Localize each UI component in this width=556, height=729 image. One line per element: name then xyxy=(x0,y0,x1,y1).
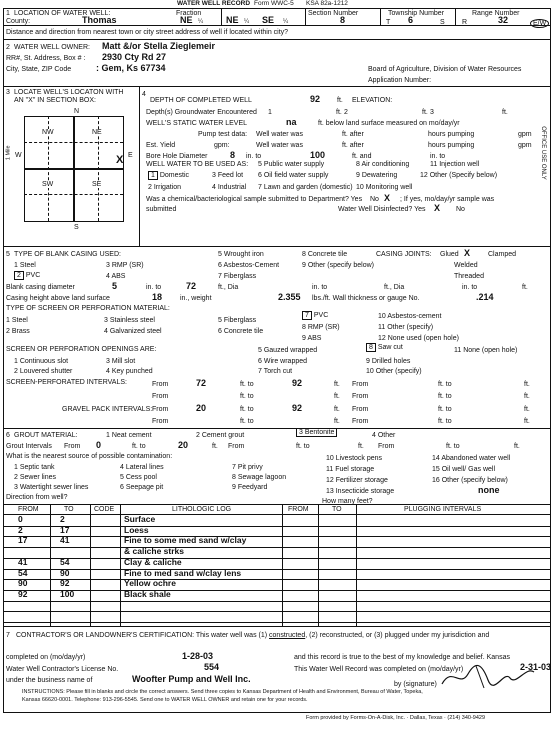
ft-unit: ft. xyxy=(524,406,530,413)
log-cell-desc: Fine to med sand w/clay lens xyxy=(124,567,242,578)
screen-option: 3 Stainless steel xyxy=(104,317,155,324)
section-label: Section Number xyxy=(308,10,359,17)
screen-intervals-label: SCREEN-PERFORATED INTERVALS: xyxy=(6,379,127,386)
log-cell-from: 0 xyxy=(18,514,23,524)
locate-label-2: AN "X" IN SECTION BOX: xyxy=(14,97,96,104)
ew-circle: E/W xyxy=(530,19,549,28)
use-option: 10 Monitoring well xyxy=(356,184,413,191)
contam-option: 9 Feedyard xyxy=(232,484,268,491)
record-date: 2-31-03 xyxy=(520,662,552,672)
opening-option: 9 Drilled holes xyxy=(366,358,411,365)
bore-to-value: 100 xyxy=(310,150,326,160)
footer-credit: Form provided by Forms-On-A-Disk, Inc. · Dallas, Texas · (214) 340-9429 xyxy=(306,715,486,721)
blank-casing-to: 72 xyxy=(186,281,197,291)
screen-option: 12 None used (open hole) xyxy=(378,335,459,342)
from-label: From xyxy=(64,443,81,450)
log-header-from2: FROM xyxy=(288,506,309,513)
distance-label: Distance and direction from nearest town or city street address of well if located within city? xyxy=(6,29,289,36)
opening-option: 2 Louvered shutter xyxy=(14,368,73,375)
direction-label: Direction from well? xyxy=(6,494,68,501)
owner-label: WATER WELL OWNER: xyxy=(14,44,90,51)
chem-x: X xyxy=(384,193,391,203)
pump-test-label: Pump test data: xyxy=(198,131,248,138)
form-number: Form WWC-5 xyxy=(254,0,294,7)
log-row-divider xyxy=(4,526,550,527)
completed-label: completed on (mo/day/yr) xyxy=(6,654,86,661)
range-label: Range Number xyxy=(472,10,520,17)
cert-text-2: , (2) reconstructed, or (3) plugged under my jurisdiction and xyxy=(305,632,490,639)
log-cell-to: 2 xyxy=(60,514,65,524)
casing-label: TYPE OF BLANK CASING USED: xyxy=(14,251,121,258)
range-value: 32 xyxy=(498,15,509,25)
from-label: From xyxy=(152,406,169,413)
log-header-lithology: LITHOLOGIC LOG xyxy=(172,506,232,513)
grout-from: 0 xyxy=(96,440,102,450)
ft-unit: ft. xyxy=(334,393,340,400)
opening-option: 7 Torch cut xyxy=(258,368,293,375)
contam-option: 13 Insecticide storage xyxy=(326,488,395,495)
gravel-from: 20 xyxy=(196,403,207,413)
casing-selected: 2 xyxy=(14,271,24,280)
opening-option: 10 Other (specify) xyxy=(366,368,422,375)
log-row-divider xyxy=(4,601,550,602)
casing-option: 3 RMP (SR) xyxy=(106,262,144,269)
cert-constructed: constructed xyxy=(269,632,306,639)
from-label: From xyxy=(152,381,169,388)
log-cell-to: 17 xyxy=(60,524,70,535)
in-to: in. to xyxy=(246,153,262,160)
contam-option: 6 Seepage pit xyxy=(120,484,164,491)
contamination-label: What is the nearest source of possible contamination: xyxy=(6,453,173,460)
contamination-value: none xyxy=(478,485,500,495)
wall-label: lbs./ft. Wall thickness or gauge No. xyxy=(312,295,420,302)
instructions-1: INSTRUCTIONS: Please fill in blanks and circle the correct answers. Send three copies to Kansas Department of Health and Environment, Bureau of Water, Topeka, xyxy=(22,689,423,695)
from-label: From xyxy=(228,443,245,450)
log-cell-to: 92 xyxy=(60,578,70,589)
township-value: 6 xyxy=(408,15,414,25)
license-label: Water Well Contractor's License No. xyxy=(6,666,119,673)
no-label: No xyxy=(370,196,379,203)
cert-text: CONTRACTOR'S OR LANDOWNER'S CERTIFICATION: This water well was (1) xyxy=(16,632,268,639)
quarter-mark: ¼ xyxy=(198,19,204,25)
no-label: No xyxy=(456,206,465,213)
use-option: 7 Lawn and garden (domestic) xyxy=(258,184,353,191)
contam-option: 4 Lateral lines xyxy=(120,464,164,471)
log-header-from: FROM xyxy=(18,506,39,513)
log-cell-from: 17 xyxy=(18,535,28,546)
casing-option: 5 Wrought iron xyxy=(218,251,264,258)
log-header-plugging: PLUGGING INTERVALS xyxy=(404,506,482,513)
s4-num: 4 xyxy=(142,91,146,98)
welded-label: Welded xyxy=(454,262,478,269)
log-cell-from: 54 xyxy=(18,567,28,578)
log-row-divider xyxy=(4,579,550,580)
from-label: From xyxy=(352,381,369,388)
instructions-2: Kansas 66620-0001. Telephone: 913-296-5545. Send one to WATER WELL OWNER and retain one for your records. xyxy=(22,697,308,703)
feet-label: How many feet? xyxy=(322,498,373,505)
from-label: From xyxy=(378,443,395,450)
ft-to: ft. to xyxy=(438,406,452,413)
well-water-label: Well water was xyxy=(256,131,303,138)
ft-to: ft. to xyxy=(240,406,254,413)
log-cell-to: 41 xyxy=(60,535,70,546)
use-option: 6 Oil field water supply xyxy=(258,172,329,179)
ft-unit: ft. xyxy=(502,109,508,116)
screen-option: 2 Brass xyxy=(6,328,30,335)
form-title: WATER WELL RECORD xyxy=(177,0,251,7)
log-row-divider xyxy=(4,622,550,623)
hours-label: hours pumping xyxy=(428,142,475,149)
business-value: Woofter Pump and Well Inc. xyxy=(132,674,251,684)
west-label: W xyxy=(15,152,22,159)
in-to: in. to xyxy=(146,284,162,291)
ft-after: ft. after xyxy=(342,142,364,149)
opening-option: 4 Key punched xyxy=(106,368,153,375)
weight-label: in., weight xyxy=(180,295,212,302)
board-label: Board of Agriculture, Division of Water Resources xyxy=(368,66,522,73)
ne-quarter: NE xyxy=(92,129,102,136)
fraction-2: NE xyxy=(226,15,239,25)
threaded-label: Threaded xyxy=(454,273,484,280)
se-quarter: SE xyxy=(92,181,102,188)
s3-num: 3 xyxy=(6,89,10,96)
license-value: 554 xyxy=(204,662,220,672)
log-cell-desc: & caliche strks xyxy=(124,546,185,557)
glued-label: Glued xyxy=(440,251,459,258)
casing-option: 8 Concrete tile xyxy=(302,251,348,258)
screen-selected: 7 xyxy=(302,311,312,320)
screen-option: 6 Concrete tile xyxy=(218,328,264,335)
opening-option: 5 Gauzed wrapped xyxy=(258,347,318,354)
ft-unit: ft. xyxy=(422,109,428,116)
city-label: City, State, ZIP Code xyxy=(6,66,72,73)
ft-to: ft. to xyxy=(240,418,254,425)
casing-option: 6 Asbestos-Cement xyxy=(218,262,280,269)
opening-option: 3 Mill slot xyxy=(106,358,136,365)
contam-option: 1 Septic tank xyxy=(14,464,55,471)
fraction-1: NE xyxy=(180,15,193,25)
log-cell-desc: Loess xyxy=(124,524,149,535)
wall-value: .214 xyxy=(476,292,494,302)
fraction-3: SE xyxy=(262,15,275,25)
contam-option: 8 Sewage lagoon xyxy=(232,474,287,481)
well-location-mark: X xyxy=(116,154,124,166)
log-cell-to: 90 xyxy=(60,567,70,578)
fraction-label: Fraction xyxy=(176,10,202,17)
contam-option: 7 Pit privy xyxy=(232,464,263,471)
ft-unit: ft. xyxy=(524,418,530,425)
contam-option: 11 Fuel storage xyxy=(326,466,375,473)
s6-num: 6 xyxy=(6,432,10,439)
quarter-mark: ¼ xyxy=(283,19,289,25)
casing-joints-label: CASING JOINTS: xyxy=(376,251,432,258)
from-label: From xyxy=(352,418,369,425)
nw-quarter: NW xyxy=(42,129,54,136)
casing-option: PVC xyxy=(25,272,41,279)
s1-label: LOCATION OF WATER WELL: xyxy=(14,10,111,17)
contam-option: 15 Oil well/ Gas well xyxy=(432,466,496,473)
log-header-to2: TO xyxy=(332,506,342,513)
from-label: From xyxy=(152,418,169,425)
grout-label: GROUT MATERIAL: xyxy=(14,432,78,439)
disinfected-label: Water Well Disinfected? Yes xyxy=(338,206,426,213)
use-option: Domestic xyxy=(159,172,190,179)
screen-option: 5 Fiberglass xyxy=(218,317,257,324)
south-label: S xyxy=(74,224,79,231)
well-water-label: Well water was xyxy=(256,142,303,149)
screen-option: 8 RMP (SR) xyxy=(302,324,340,331)
ft-unit: ft. xyxy=(334,418,340,425)
use-option: 11 Injection well xyxy=(430,161,480,168)
gravel-to: 92 xyxy=(292,403,303,413)
casing-option: 9 Other (specify below) xyxy=(302,262,374,269)
static-value: na xyxy=(286,117,297,127)
screen-from: 72 xyxy=(196,378,207,388)
use-label: WELL WATER TO BE USED AS: xyxy=(146,161,249,168)
log-row-divider xyxy=(4,611,550,612)
grout-option: 2 Cement grout xyxy=(196,432,245,439)
from-label: From xyxy=(152,393,169,400)
depth-label: DEPTH OF COMPLETED WELL xyxy=(150,97,252,104)
county-value: Thomas xyxy=(82,15,117,25)
screen-option: 1 Steel xyxy=(6,317,28,324)
ft-unit: ft. xyxy=(212,443,218,450)
ft-unit: ft. xyxy=(337,97,343,104)
log-cell-from: 2 xyxy=(18,524,23,535)
use-option: 9 Dewatering xyxy=(356,172,398,179)
ft-to: ft. to xyxy=(240,393,254,400)
log-row-divider xyxy=(4,547,550,548)
static-label: WELL'S STATIC WATER LEVEL xyxy=(146,120,248,127)
submitted-label: submitted xyxy=(146,206,177,213)
record-label: This Water Well Record was completed on (mo/day/yr) xyxy=(294,666,464,673)
log-cell-desc: Clay & caliche xyxy=(124,556,182,567)
gpm-label: gpm xyxy=(518,142,532,149)
log-header-to: TO xyxy=(64,506,74,513)
use-option: 2 Irrigation xyxy=(148,184,182,191)
hours-label: hours pumping xyxy=(428,131,475,138)
log-header-code: CODE xyxy=(94,506,115,513)
quarter-mark: ¼ xyxy=(244,19,250,25)
log-cell-from: 92 xyxy=(18,588,28,599)
from-label: From xyxy=(352,406,369,413)
completed-value: 1-28-03 xyxy=(182,651,214,661)
casing-height: 18 xyxy=(152,292,163,302)
contam-option: 12 Fertilizer storage xyxy=(326,477,388,484)
address-value: 2930 Cty Rd 27 xyxy=(102,52,167,62)
opening-option: 1 Continuous slot xyxy=(14,358,69,365)
screen-option: 4 Galvanized steel xyxy=(104,328,162,335)
casing-height-label: Casing height above land surface xyxy=(6,295,110,302)
contam-option: 2 Sewer lines xyxy=(14,474,57,481)
business-label: under the business name of xyxy=(6,677,93,684)
ft-to: ft. to xyxy=(438,418,452,425)
chem-label: Was a chemical/bacteriological sample submitted to Department? Yes xyxy=(146,196,363,203)
ft-to: ft. to xyxy=(438,381,452,388)
ft-and: ft. and xyxy=(352,153,372,160)
gw-2: 2 xyxy=(344,109,348,116)
use-option: 5 Public water supply xyxy=(258,161,325,168)
groundwater-label: Depth(s) Groundwater Encountered xyxy=(146,109,257,116)
ifyes-label: ; If yes, mo/day/yr sample was xyxy=(400,196,495,203)
sw-quarter: SW xyxy=(42,181,54,188)
ft-unit: ft. xyxy=(524,381,530,388)
use-option-selected: 1 xyxy=(148,171,158,180)
east-label: E xyxy=(128,152,133,159)
s5-num: 5 xyxy=(6,251,10,258)
opening-option: 6 Wire wrapped xyxy=(258,358,308,365)
opening-option: Saw cut xyxy=(377,344,403,351)
log-cell-desc: Black shale xyxy=(124,588,171,599)
office-use-label: OFFICE USE ONLY xyxy=(539,126,546,180)
ft-to: ft. to xyxy=(132,443,146,450)
screen-option: 10 Asbestos-cement xyxy=(378,313,442,320)
log-cell-to: 54 xyxy=(60,556,70,567)
log-row-divider xyxy=(4,590,550,591)
use-option: 12 Other (Specify below) xyxy=(420,172,498,179)
grout-option: 4 Other xyxy=(372,432,396,439)
ft-unit: ft. xyxy=(334,381,340,388)
yield-label: Est. Yield xyxy=(146,142,176,149)
ft-unit: ft. xyxy=(336,109,342,116)
bore-value: 8 xyxy=(230,150,236,160)
contam-option: 5 Cess pool xyxy=(120,474,157,481)
casing-option: 1 Steel xyxy=(14,262,36,269)
ft-dia: ft., Dia xyxy=(218,284,239,291)
opening-selected: 8 xyxy=(366,343,376,352)
use-option: 8 Air conditioning xyxy=(356,161,410,168)
gpm-label: gpm: xyxy=(214,142,230,149)
section-value: 8 xyxy=(340,15,346,25)
township-suffix: S xyxy=(440,19,445,26)
elevation-label: ELEVATION: xyxy=(352,97,393,104)
contam-option: 16 Other (specify below) xyxy=(432,477,508,484)
ft-after: ft. after xyxy=(342,131,364,138)
s7-num: 7 xyxy=(6,632,10,639)
static-tail: ft. below land surface measured on mo/day/yr xyxy=(318,120,460,127)
log-cell-to: 100 xyxy=(60,588,75,599)
gw-3: 3 xyxy=(430,109,434,116)
ft-to: ft. to xyxy=(296,443,310,450)
ft-unit: ft. xyxy=(358,443,364,450)
ksa-ref: KSA 82a-1212 xyxy=(306,0,348,7)
in-to: in. to xyxy=(312,284,328,291)
blank-casing-dia: 5 xyxy=(112,281,118,291)
locate-label-1: LOCATE WELL'S LOCATON WITH xyxy=(14,89,124,96)
county-label: County: xyxy=(6,18,31,25)
gw-1: 1 xyxy=(268,109,272,116)
north-label: N xyxy=(74,108,80,115)
mile-label: 1 Mile xyxy=(5,145,12,161)
log-cell-from: 41 xyxy=(18,556,28,567)
depth-value: 92 xyxy=(310,94,321,104)
log-row-divider xyxy=(4,569,550,570)
contam-option: 10 Livestock pens xyxy=(326,455,383,462)
gravel-intervals-label: GRAVEL PACK INTERVALS: xyxy=(62,406,153,413)
ft-unit: ft. xyxy=(514,443,520,450)
screen-option: 9 ABS xyxy=(302,335,322,342)
glued-x: X xyxy=(464,248,471,258)
use-option: 3 Feed lot xyxy=(212,172,244,179)
openings-label: SCREEN OR PERFORATION OPENINGS ARE: xyxy=(6,346,157,353)
address-label: RR#, St. Address, Box # : xyxy=(6,55,86,62)
true-text: and this record is true to the best of my knowledge and belief. Kansas xyxy=(294,654,510,661)
from-label: From xyxy=(352,393,369,400)
gpm-label: gpm xyxy=(518,131,532,138)
bore-label: Bore Hole Diameter xyxy=(146,153,208,160)
application-label: Application Number: xyxy=(368,77,432,84)
casing-option: 4 ABS xyxy=(106,273,126,280)
contam-option: 14 Abandoned water well xyxy=(432,455,511,462)
log-cell-desc: Surface xyxy=(124,514,156,524)
log-row-divider xyxy=(4,558,550,559)
ft-to: ft. to xyxy=(438,393,452,400)
screen-option: 11 Other (specify) xyxy=(378,324,434,331)
contam-option: 3 Watertight sewer lines xyxy=(14,484,89,491)
use-option: 4 Industrial xyxy=(212,184,247,191)
in-to: in. to xyxy=(462,284,478,291)
opening-option: 11 None (open hole) xyxy=(454,347,518,354)
grout-to: 20 xyxy=(178,440,189,450)
screen-option: PVC xyxy=(313,312,329,319)
grout-selected: 3 Bentonite xyxy=(296,428,337,437)
owner-value: Matt &/or Stella Zieglemeir xyxy=(102,41,216,51)
log-cell-from: 90 xyxy=(18,578,28,589)
ft-unit: ft. xyxy=(522,284,528,291)
blank-casing-label: Blank casing diameter xyxy=(6,284,75,291)
grout-intervals-label: Grout Intervals xyxy=(6,443,52,450)
township-label: Township Number xyxy=(388,10,445,17)
township-prefix: T xyxy=(386,19,391,26)
log-cell-desc: Yellow ochre xyxy=(124,578,176,589)
log-cell-desc: Fine to some med sand w/clay xyxy=(124,535,247,546)
disinfected-x: X xyxy=(434,203,441,213)
ft-to: ft. to xyxy=(446,443,460,450)
s1-num: 1 xyxy=(6,10,10,17)
in-to: in. to xyxy=(430,153,446,160)
signature-label: by (signature) xyxy=(394,681,437,688)
casing-option: 7 Fiberglass xyxy=(218,273,257,280)
clamped-label: Clamped xyxy=(488,251,517,258)
ft-to: ft. to xyxy=(240,381,254,388)
ft-dia: ft., Dia xyxy=(384,284,405,291)
s2-num: 2 xyxy=(6,44,10,51)
screen-material-label: TYPE OF SCREEN OR PERFORATION MATERIAL: xyxy=(6,305,170,312)
city-value: : Gem, Ks 67734 xyxy=(96,63,166,73)
screen-to: 92 xyxy=(292,378,303,388)
ft-unit: ft. xyxy=(334,406,340,413)
log-row-divider xyxy=(4,536,550,537)
grout-option: 1 Neat cement xyxy=(106,432,152,439)
ft-unit: ft. xyxy=(524,393,530,400)
casing-weight: 2.355 xyxy=(278,292,301,302)
range-prefix: R xyxy=(462,19,468,26)
signature-mark xyxy=(438,660,538,690)
